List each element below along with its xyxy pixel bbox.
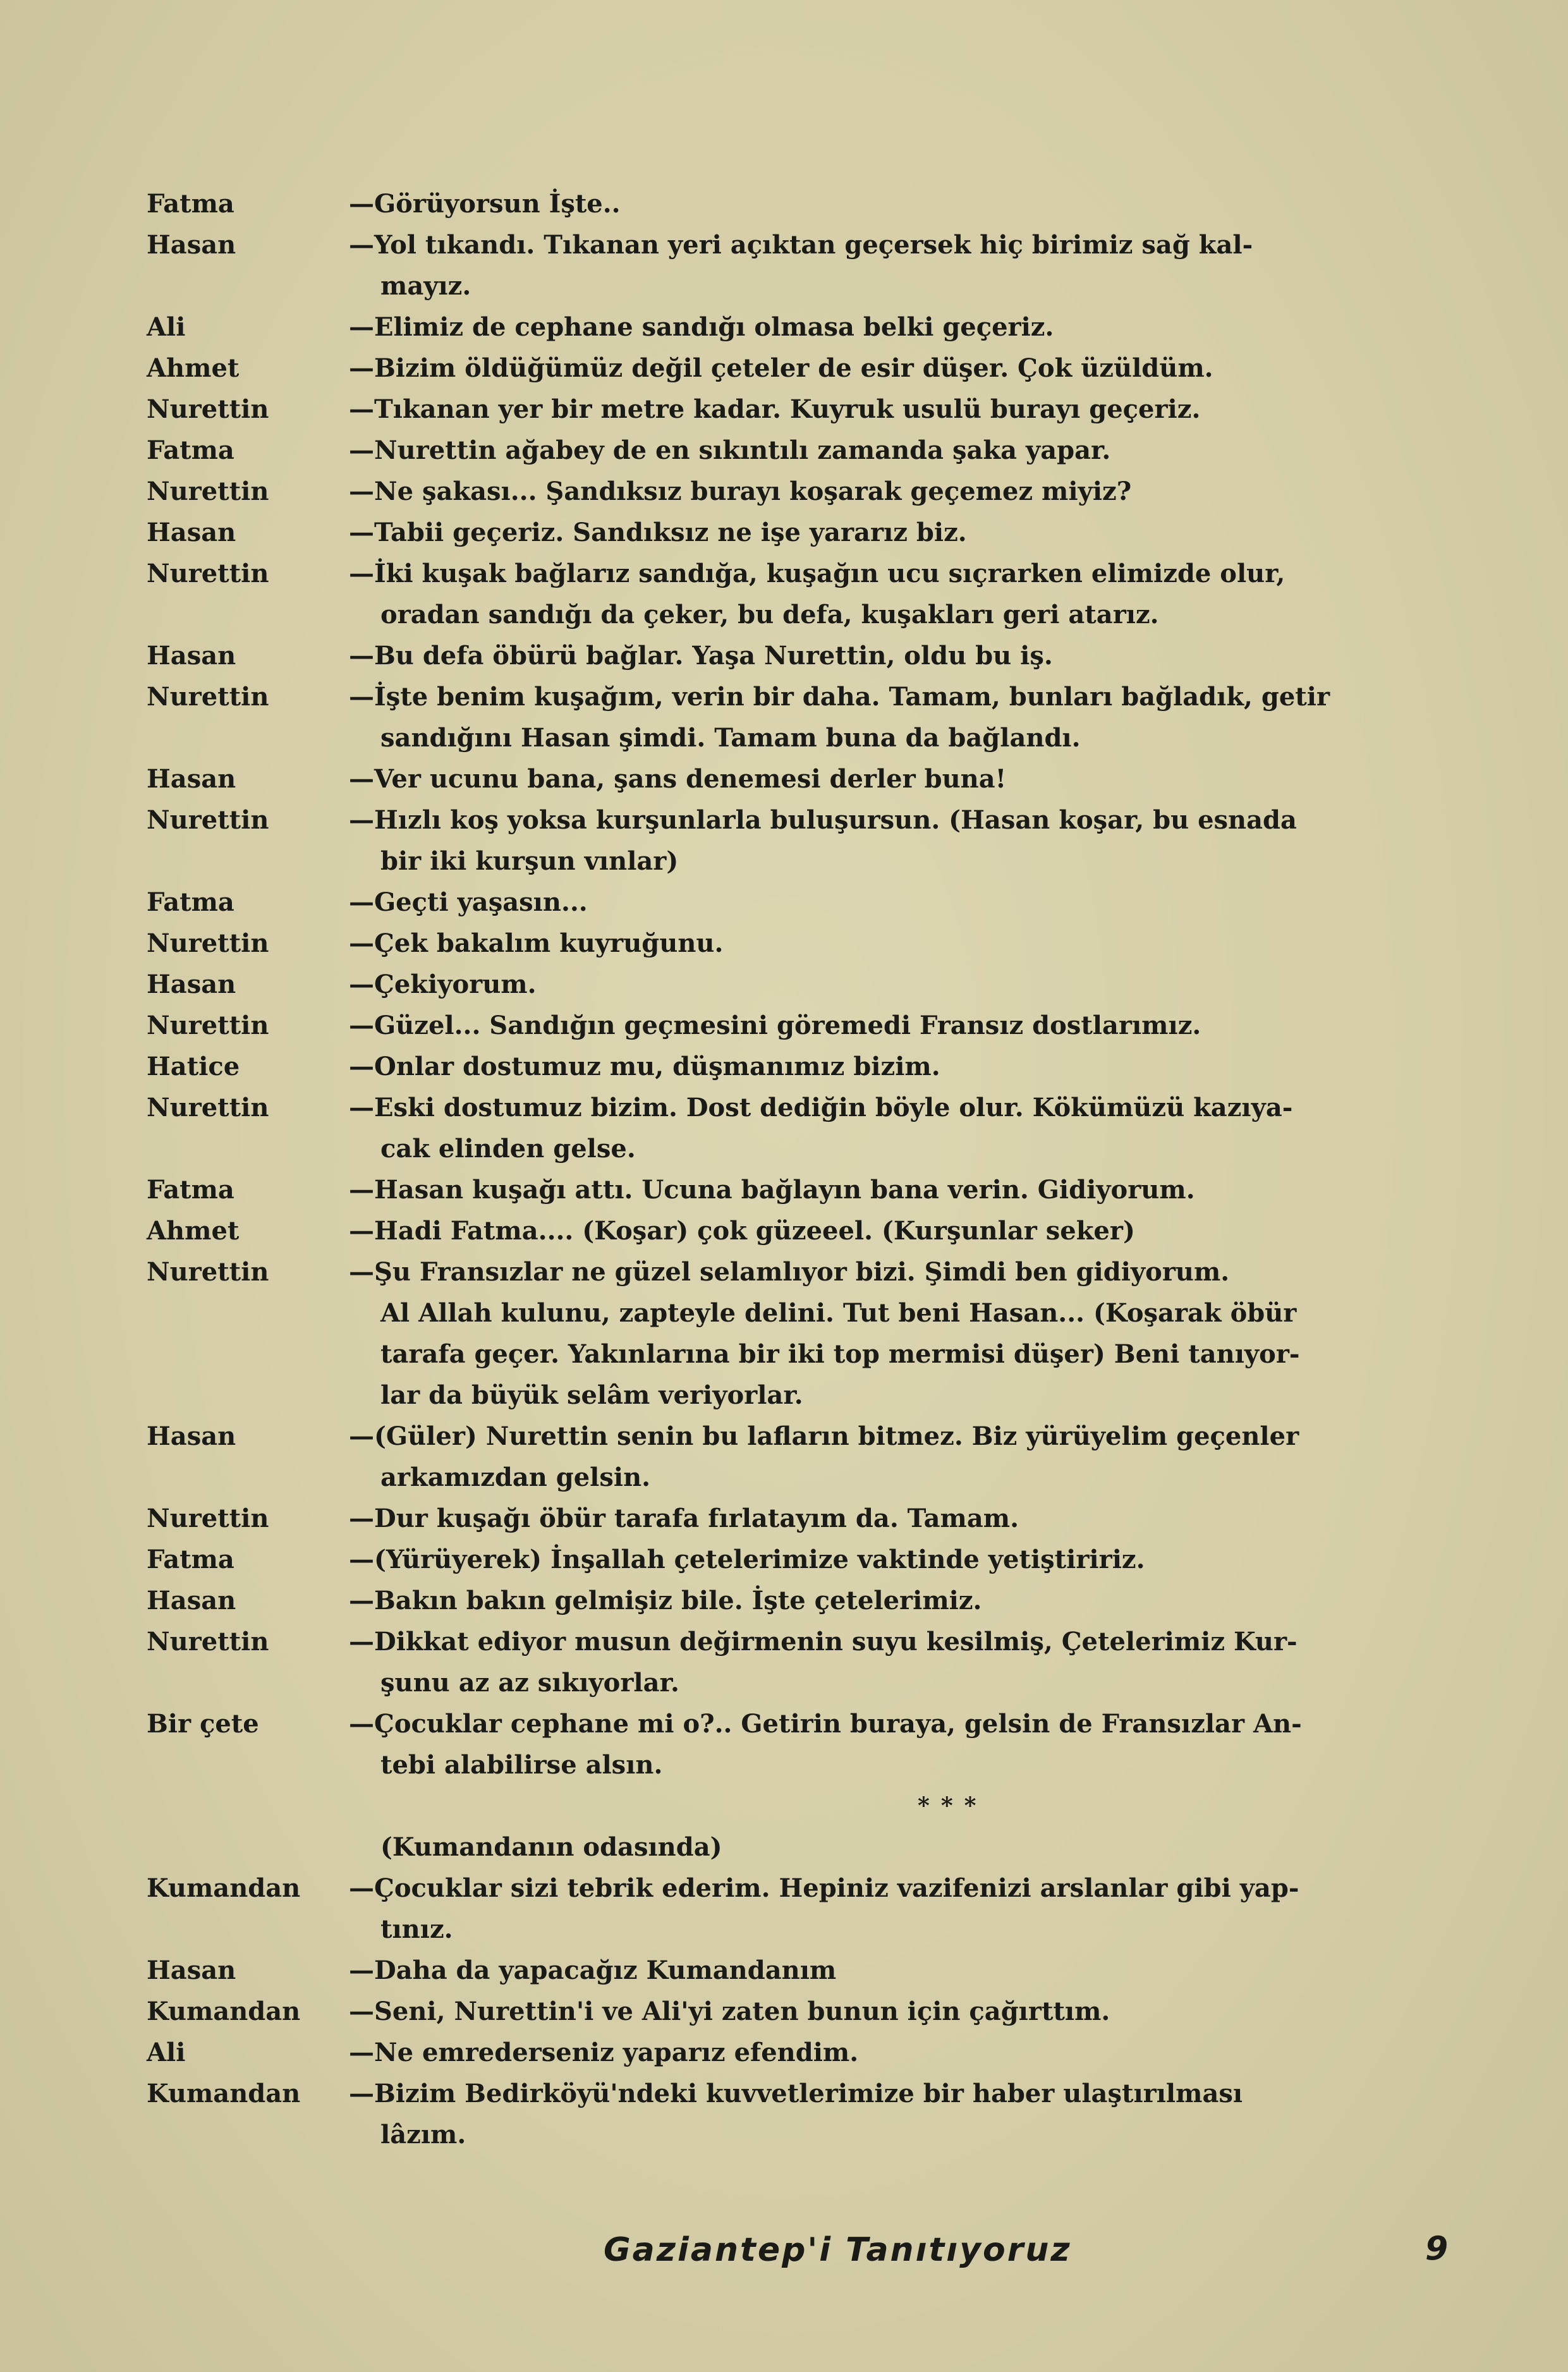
- dialogue-continuation: tebi alabilirse alsın.: [380, 1750, 663, 1780]
- dialogue-continuation: lâzım.: [380, 2120, 466, 2150]
- dialogue-line: [147, 2073, 1461, 2114]
- speaker-name: Nurettin: [147, 928, 269, 958]
- dialogue-text: —Bu defa öbürü bağlar. Yaşa Nurettin, oldu bu iş.: [349, 641, 1053, 671]
- dialogue-text: —Dikkat ediyor musun değirmenin suyu kesilmiş, Çetelerimiz Kur-: [349, 1627, 1298, 1657]
- speaker-name: Hasan: [147, 518, 236, 547]
- dialogue-line: [147, 1909, 1461, 1950]
- dialogue-continuation: bir iki kurşun vınlar): [380, 846, 679, 876]
- dialogue-continuation: sandığını Hasan şimdi. Tamam buna da bağlandı.: [380, 723, 1081, 753]
- dialogue-line: [147, 1662, 1461, 1703]
- speaker-name: Nurettin: [147, 682, 269, 712]
- speaker-name: Hasan: [147, 1955, 236, 1985]
- dialogue-text: —Çekiyorum.: [349, 970, 537, 999]
- dialogue-line: [147, 1210, 1461, 1251]
- dialogue-line: [147, 2114, 1461, 2155]
- dialogue-line: [147, 1498, 1461, 1539]
- dialogue-line: [147, 1334, 1461, 1375]
- dialogue-line: [147, 1539, 1461, 1580]
- speaker-name: Nurettin: [147, 1257, 269, 1287]
- dialogue-line: [147, 224, 1461, 265]
- speaker-name: Fatma: [147, 435, 234, 465]
- dialogue-line: [147, 1046, 1461, 1087]
- dialogue-text: —(Yürüyerek) İnşallah çetelerimize vaktinde yetiştiririz.: [349, 1545, 1145, 1574]
- speaker-name: Bir çete: [147, 1709, 259, 1739]
- dialogue-line: [147, 923, 1461, 964]
- speaker-name: Nurettin: [147, 477, 269, 506]
- dialogue-continuation: şunu az az sıkıyorlar.: [380, 1668, 679, 1698]
- speaker-name: Hasan: [147, 970, 236, 999]
- dialogue-line: [147, 1416, 1461, 1457]
- dialogue-line: [147, 471, 1461, 512]
- dialogue-line: [147, 635, 1461, 676]
- dialogue-line: [147, 1580, 1461, 1621]
- speaker-name: Hasan: [147, 1586, 236, 1615]
- dialogue-text: —İki kuşak bağlarız sandığa, kuşağın ucu sıçrarken elimizde olur,: [349, 559, 1285, 588]
- dialogue-line: [147, 1128, 1461, 1169]
- dialogue-line: [147, 348, 1461, 389]
- dialogue-line: [147, 2032, 1461, 2073]
- speaker-name: Nurettin: [147, 394, 269, 424]
- dialogue-continuation: tarafa geçer. Yakınlarına bir iki top mermisi düşer) Beni tanıyor-: [380, 1339, 1300, 1369]
- dialogue-text: —Yol tıkandı. Tıkanan yeri açıktan geçersek hiç birimiz sağ kal-: [349, 230, 1253, 260]
- dialogue-continuation: oradan sandığı da çeker, bu defa, kuşakları geri atarız.: [380, 600, 1159, 629]
- speaker-name: Ali: [147, 312, 186, 342]
- dialogue-text: —Çek bakalım kuyruğunu.: [349, 928, 724, 958]
- dialogue-text: —Hadi Fatma.... (Koşar) çok güzeeel. (Kurşunlar seker): [349, 1216, 1135, 1246]
- dialogue-line: [147, 800, 1461, 841]
- dialogue-continuation: lar da büyük selâm veriyorlar.: [380, 1380, 803, 1410]
- speaker-name: Hasan: [147, 1421, 236, 1451]
- speaker-name: Nurettin: [147, 1627, 269, 1657]
- dialogue-line: [147, 594, 1461, 635]
- speaker-name: Fatma: [147, 1175, 234, 1205]
- speaker-name: Nurettin: [147, 1504, 269, 1533]
- dialogue-line: [147, 183, 1461, 224]
- dialogue-line: [147, 1703, 1461, 1744]
- dialogue-text: —Nurettin ağabey de en sıkıntılı zamanda şaka yapar.: [349, 435, 1111, 465]
- dialogue-line: [147, 758, 1461, 800]
- dialogue-continuation: cak elinden gelse.: [380, 1134, 636, 1164]
- speaker-name: Nurettin: [147, 1093, 269, 1122]
- dialogue-text: —Daha da yapacağız Kumandanım: [349, 1955, 837, 1985]
- dialogue-line: [147, 1375, 1461, 1416]
- speaker-name: Hasan: [147, 230, 236, 260]
- speaker-name: Hasan: [147, 764, 236, 794]
- dialogue-line: [147, 1292, 1461, 1334]
- dialogue-line: [147, 1785, 1461, 1827]
- dialogue-continuation: Al Allah kulunu, zapteyle delini. Tut beni Hasan... (Koşarak öbür: [380, 1298, 1297, 1328]
- dialogue-text: —İşte benim kuşağım, verin bir daha. Tamam, bunları bağladık, getir: [349, 682, 1330, 712]
- dialogue-continuation: tınız.: [380, 1914, 453, 1944]
- dialogue-text: —Elimiz de cephane sandığı olmasa belki geçeriz.: [349, 312, 1054, 342]
- dialogue-continuation: (Kumandanın odasında): [380, 1832, 722, 1862]
- speaker-name: Fatma: [147, 189, 234, 219]
- speaker-name: Kumandan: [147, 1873, 301, 1903]
- dialogue-text: —Şu Fransızlar ne güzel selamlıyor bizi. Şimdi ben gidiyorum.: [349, 1257, 1230, 1287]
- dialogue-line: [147, 1950, 1461, 1991]
- dialogue-line: [147, 512, 1461, 553]
- speaker-name: Kumandan: [147, 1997, 301, 2026]
- speaker-name: Fatma: [147, 1545, 234, 1574]
- dialogue-line: [147, 389, 1461, 430]
- dialogue-text: —(Güler) Nurettin senin bu lafların bitmez. Biz yürüyelim geçenler: [349, 1421, 1299, 1451]
- dialogue-text: —Ne emrederseniz yaparız efendim.: [349, 2038, 859, 2067]
- dialogue-text: —Tıkanan yer bir metre kadar. Kuyruk usulü burayı geçeriz.: [349, 394, 1201, 424]
- dialogue-text: —Hasan kuşağı attı. Ucuna bağlayın bana verin. Gidiyorum.: [349, 1175, 1195, 1205]
- dialogue-line: [147, 265, 1461, 307]
- speaker-name: Ahmet: [147, 1216, 240, 1246]
- dialogue-text: —Ver ucunu bana, şans denemesi derler buna!: [349, 764, 1007, 794]
- dialogue-line: [147, 676, 1461, 717]
- dialogue-text: —Ne şakası... Şandıksız burayı koşarak geçemez miyiz?: [349, 477, 1132, 506]
- dialogue-text: —Görüyorsun İşte..: [349, 189, 621, 219]
- page-number: 9: [1425, 2230, 1449, 2268]
- dialogue-line: [147, 1251, 1461, 1292]
- speaker-name: Kumandan: [147, 2079, 301, 2108]
- dialogue-text: —Bizim Bedirköyü'ndeki kuvvetlerimize bir haber ulaştırılması: [349, 2079, 1243, 2108]
- dialogue-continuation: mayız.: [380, 271, 471, 301]
- dialogue-line: [147, 964, 1461, 1005]
- dialogue-line: [147, 841, 1461, 882]
- dialogue-line: [147, 1087, 1461, 1128]
- dialogue-line: [147, 1621, 1461, 1662]
- speaker-name: Nurettin: [147, 1011, 269, 1040]
- speaker-name: Fatma: [147, 887, 234, 917]
- dialogue-line: [147, 553, 1461, 594]
- speaker-name: Ali: [147, 2038, 186, 2067]
- speaker-name: Hatice: [147, 1052, 240, 1081]
- dialogue-text: —Bakın bakın gelmişiz bile. İşte çetelerimiz.: [349, 1586, 982, 1615]
- dialogue-line: [147, 882, 1461, 923]
- dialogue-text: —Geçti yaşasın...: [349, 887, 588, 917]
- dialogue-line: [147, 1744, 1461, 1785]
- speaker-name: Ahmet: [147, 353, 240, 383]
- dialogue-text: —Tabii geçeriz. Sandıksız ne işe yararız biz.: [349, 518, 967, 547]
- dialogue-line: [147, 1868, 1461, 1909]
- dialogue-text: —Hızlı koş yoksa kurşunlarla buluşursun. (Hasan koşar, bu esnada: [349, 805, 1297, 835]
- dialogue-line: [147, 1005, 1461, 1046]
- dialogue-text: —Güzel... Sandığın geçmesini göremedi Fransız dostlarımız.: [349, 1011, 1201, 1040]
- speaker-name: Nurettin: [147, 805, 269, 835]
- dialogue-text: —Bizim öldüğümüz değil çeteler de esir düşer. Çok üzüldüm.: [349, 353, 1213, 383]
- dialogue-line: [147, 1169, 1461, 1210]
- dialogue-text: —Çocuklar sizi tebrik ederim. Hepiniz vazifenizi arslanlar gibi yap-: [349, 1873, 1299, 1903]
- footer-title: Gaziantep'i Tanıtıyoruz: [604, 2231, 1072, 2269]
- dialogue-line: [147, 717, 1461, 758]
- play-script: [147, 183, 1461, 2155]
- dialogue-line: [147, 1827, 1461, 1868]
- dialogue-text: —Seni, Nurettin'i ve Ali'yi zaten bunun için çağırttım.: [349, 1997, 1110, 2026]
- section-separator: ***: [918, 1792, 988, 1819]
- dialogue-text: —Onlar dostumuz mu, düşmanımız bizim.: [349, 1052, 940, 1081]
- dialogue-line: [147, 1991, 1461, 2032]
- dialogue-text: —Çocuklar cephane mi o?.. Getirin buraya, gelsin de Fransızlar An-: [349, 1709, 1302, 1739]
- speaker-name: Nurettin: [147, 559, 269, 588]
- dialogue-line: [147, 307, 1461, 348]
- dialogue-text: —Eski dostumuz bizim. Dost dediğin böyle olur. Kökümüzü kazıya-: [349, 1093, 1293, 1122]
- dialogue-continuation: arkamızdan gelsin.: [380, 1463, 651, 1492]
- dialogue-line: [147, 1457, 1461, 1498]
- dialogue-text: —Dur kuşağı öbür tarafa fırlatayım da. Tamam.: [349, 1504, 1019, 1533]
- dialogue-line: [147, 430, 1461, 471]
- speaker-name: Hasan: [147, 641, 236, 671]
